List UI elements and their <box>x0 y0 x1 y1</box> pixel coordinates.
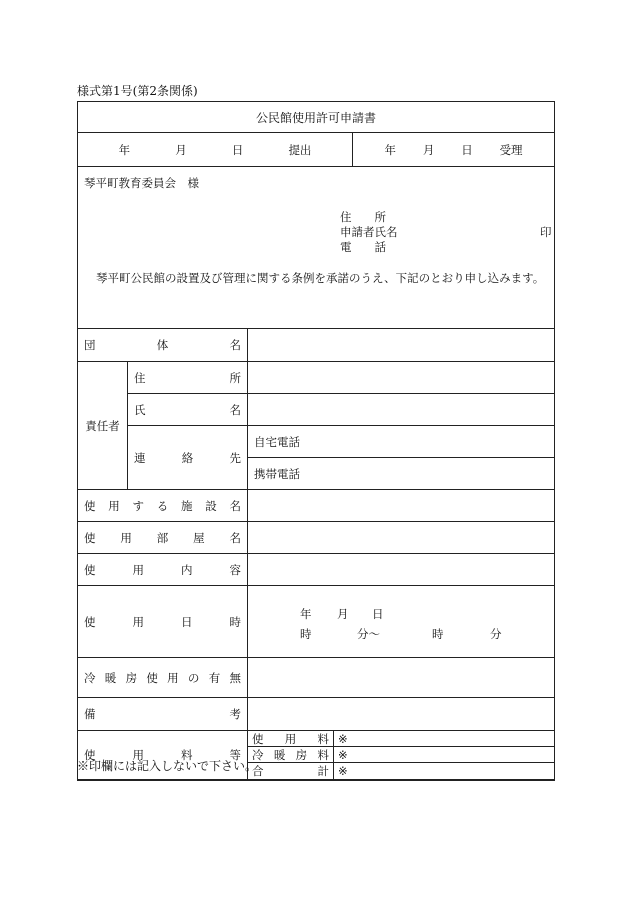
fees-char: 料 <box>181 748 193 762</box>
submit-year: 年 <box>118 142 131 157</box>
fee-label-char: 房 <box>295 747 308 762</box>
receipt-date <box>353 133 554 166</box>
applicant-address-label: 住 所 <box>340 210 386 224</box>
form-title: 公民館使用許可申請書 <box>78 102 554 133</box>
room-char: 部 <box>156 530 169 545</box>
room-char: 使 <box>84 530 96 545</box>
content-label <box>78 554 248 586</box>
remarks-char: 考 <box>229 707 241 721</box>
submit-date[interactable] <box>78 133 353 166</box>
fees-char: 用 <box>132 748 144 762</box>
datetime-char: 日 <box>181 614 193 629</box>
content-char: 用 <box>132 562 144 577</box>
fee-label-char: 計 <box>317 764 329 778</box>
facility-label <box>78 490 248 522</box>
fee-label-char: 使 <box>252 731 264 746</box>
room-char: 用 <box>120 530 132 545</box>
facility-field[interactable] <box>248 490 554 522</box>
responsible-address-label <box>128 362 248 394</box>
home-phone-label: 自宅電話 <box>254 434 300 449</box>
fee-label-char: 用 <box>284 731 297 746</box>
fees-char: 等 <box>229 748 241 762</box>
group-name-label <box>78 329 248 362</box>
dt-day: 日 <box>372 607 384 621</box>
fee-item-mark: ※ <box>334 731 554 747</box>
hvac-label <box>78 658 248 698</box>
dt-end-minute: 分 <box>490 627 502 641</box>
contact-char: 連 <box>134 450 146 465</box>
group_name-char: 体 <box>156 338 169 352</box>
room-char: 屋 <box>193 530 205 545</box>
hvac-char: 使 <box>146 670 158 685</box>
datetime-field[interactable] <box>248 586 554 658</box>
name-char: 名 <box>229 402 241 417</box>
hvac-char: 暖 <box>104 670 117 685</box>
application-form <box>77 101 555 781</box>
receipt-label: 受理 <box>499 142 523 157</box>
receipt-year: 年 <box>384 142 396 157</box>
fee-label-char: 料 <box>317 747 329 762</box>
fee-item-label <box>248 731 334 747</box>
footnote: ※印欄には記入しないで下さい。 <box>77 759 258 773</box>
remarks-label <box>78 698 248 731</box>
content-field[interactable] <box>248 554 554 586</box>
facility-char: 使 <box>84 498 96 513</box>
fee-item-mark: ※ <box>334 747 554 763</box>
address-char: 住 <box>134 370 146 385</box>
fee-label-char: 合 <box>252 764 264 778</box>
facility-char: す <box>132 498 144 513</box>
facility-char: 用 <box>108 498 120 513</box>
dt-year: 年 <box>300 607 312 621</box>
fee-table <box>248 731 554 779</box>
fee-label-char: 暖 <box>273 747 286 762</box>
hvac-char: 冷 <box>84 670 96 685</box>
hvac-field[interactable] <box>248 658 554 698</box>
dt-end-hour: 時 <box>432 627 444 641</box>
group_name-char: 団 <box>84 338 96 352</box>
responsible-address-field[interactable] <box>248 362 554 394</box>
facility-char: 名 <box>229 498 241 513</box>
datetime-char: 用 <box>132 614 144 629</box>
name-char: 氏 <box>134 402 146 417</box>
group-name-field[interactable] <box>248 329 554 362</box>
dt-start-minute: 分〜 <box>357 627 380 641</box>
submit-day: 日 <box>231 142 244 157</box>
hvac-char: 有 <box>208 670 221 685</box>
group_name-char: 名 <box>229 338 241 352</box>
facility-char: 設 <box>205 498 217 513</box>
applicant-name-label: 申請者氏名 <box>340 225 398 239</box>
contact-char: 先 <box>229 450 241 465</box>
submit-label: 提出 <box>288 142 312 157</box>
facility-char: 施 <box>181 498 193 513</box>
receipt-day: 日 <box>461 142 473 157</box>
room-field[interactable] <box>248 522 554 554</box>
seal-mark: 印 <box>540 225 552 239</box>
hvac-char: 無 <box>229 670 241 685</box>
content-char: 使 <box>84 562 96 577</box>
details-table <box>78 329 554 780</box>
fee-item-mark: ※ <box>338 764 348 778</box>
fee-item-label <box>248 763 334 779</box>
datetime-char: 時 <box>229 614 241 629</box>
contact-char: 絡 <box>181 450 194 465</box>
agreement-statement: 琴平町公民館の設置及び管理に関する条例を承諾のうえ、下記のとおり申し込みます。 <box>96 271 545 285</box>
content-char: 容 <box>229 562 241 577</box>
receipt-month: 月 <box>422 142 435 157</box>
applicant-block <box>78 167 554 329</box>
hvac-char: 房 <box>125 670 138 685</box>
submit-month: 月 <box>175 142 187 157</box>
datetime-label <box>78 586 248 658</box>
address-char: 所 <box>229 370 241 385</box>
remarks-char: 備 <box>84 707 96 721</box>
hvac-char: 用 <box>167 670 179 685</box>
mobile-phone-label: 携帯電話 <box>254 466 300 481</box>
responsible-name-field[interactable] <box>248 394 554 426</box>
fees-field <box>248 731 554 779</box>
form-number-label: 様式第1号(第2条関係) <box>77 84 198 98</box>
date-row <box>78 133 554 167</box>
dt-month: 月 <box>337 607 349 621</box>
fee-label-char: 冷 <box>252 747 264 762</box>
applicant-phone-label: 電 話 <box>340 240 386 254</box>
fee-label-char: 料 <box>317 731 329 746</box>
fees-char: 使 <box>84 748 96 762</box>
hvac-char: の <box>187 670 200 685</box>
home-phone-field[interactable] <box>248 426 554 458</box>
responsible-label: 責任者 <box>78 362 128 490</box>
addressee: 琴平町教育委員会 様 <box>84 176 199 190</box>
fee-item-label <box>248 747 334 763</box>
contact-label <box>128 426 248 490</box>
datetime-char: 使 <box>84 614 96 629</box>
dt-start-hour: 時 <box>300 627 312 641</box>
responsible-name-label <box>128 394 248 426</box>
content-char: 内 <box>181 562 193 577</box>
room-char: 名 <box>229 530 241 545</box>
room-label <box>78 522 248 554</box>
facility-char: る <box>156 498 169 513</box>
mobile-phone-field[interactable] <box>248 458 554 490</box>
remarks-field[interactable] <box>248 698 554 731</box>
